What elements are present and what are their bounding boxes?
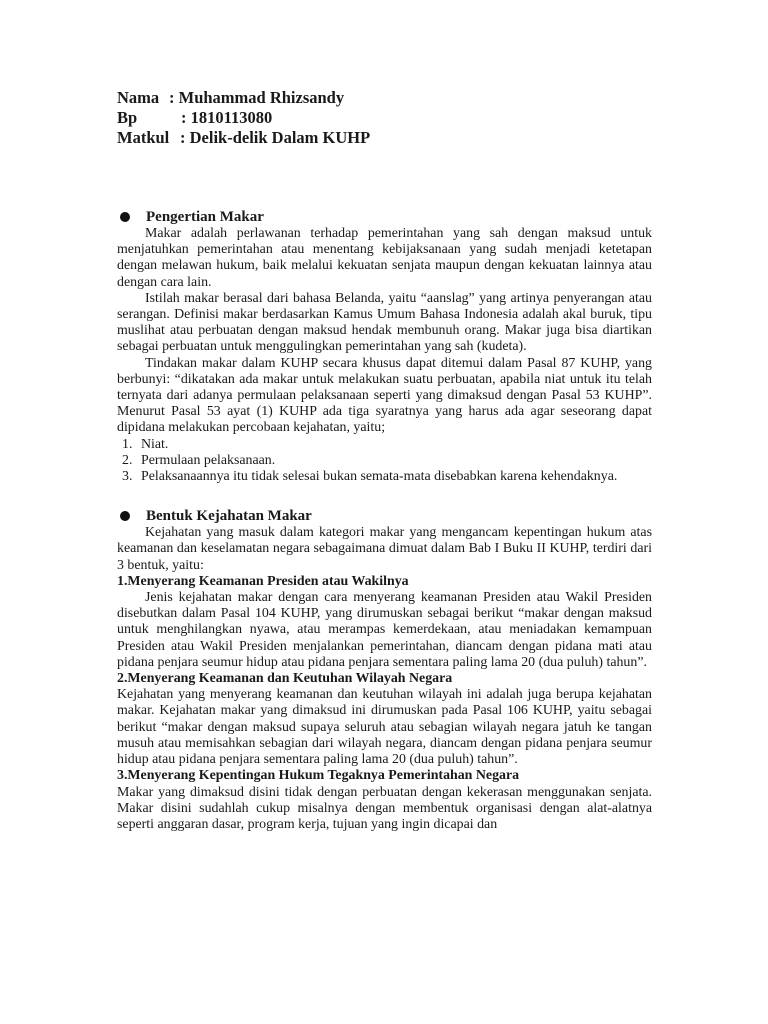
subheading: 3.Menyerang Kepentingan Hukum Tegaknya Pemerintahan Negara [117, 768, 520, 784]
document-body [117, 206, 652, 833]
name-row [117, 88, 370, 108]
requirements-list [117, 437, 652, 486]
section-heading-text: Bentuk Kejahatan Makar [146, 508, 312, 525]
list-number: 1. [122, 436, 133, 452]
bullet-icon [120, 511, 130, 521]
bp-value: : 1810113080 [181, 108, 273, 127]
section-heading-bentuk [120, 505, 652, 525]
paragraph: Istilah makar berasal dari bahasa Belanda, yaitu “aanslag” yang artinya penyerangan atau serangan. Definisi makar berdasarkan Kamus Umum Bahasa Indonesia adalah akal buruk, tipu muslihat atau perbuatan dengan maksud hendak membunuh orang. Makar juga bisa diartikan sebagai perbuatan untuk menggulingkan pemerintahan yang sah (kudeta). [117, 290, 652, 355]
section-heading-text: Pengertian Makar [146, 209, 264, 225]
bullet-icon [120, 212, 130, 222]
name-label: Nama [117, 88, 160, 107]
bp-label: Bp [117, 108, 138, 127]
list-text: Niat. [141, 436, 169, 452]
list-number: 2. [122, 452, 133, 468]
matkul-value: : Delik-delik Dalam KUHP [180, 128, 371, 147]
paragraph: Makar yang dimaksud disini tidak dengan perbuatan dengan kekerasan menggunakan senjata. Makar disini sudahlah cukup misalnya dengan membentuk organisasi dengan alat-alatnya seperti anggaran dasar, program kerja, tujuan yang ingin dicapai dan [117, 784, 652, 832]
matkul-label: Matkul [117, 128, 170, 147]
document-header [117, 88, 370, 148]
list-item [117, 453, 652, 469]
paragraph: Tindakan makar dalam KUHP secara khusus dapat ditemui dalam Pasal 87 KUHP, yang berbunyi: “dikatakan ada makar untuk melakukan suatu perbuatan, apabila niat untuk itu telah ternyata dari adanya permulaan pelaksanaan seperti yang dimaksud dengan Pasal 53 KUHP”. Menurut Pasal 53 ayat (1) KUHP ada tiga syaratnya yang harus ada agar seseorang dapat dipidana melakukan percobaan kejahatan, yaitu; [117, 355, 652, 436]
list-number: 3. [122, 469, 133, 485]
subheading: 1.Menyerang Keamanan Presiden atau Wakilnya [117, 573, 409, 589]
section-heading-pengertian [120, 206, 652, 226]
list-item [117, 469, 652, 485]
paragraph: Jenis kejahatan makar dengan cara menyerang keamanan Presiden atau Wakil Presiden disebutkan dalam Pasal 104 KUHP, yang dirumuskan sebagai berikut “makar dengan maksud untuk menghilangkan nyawa, atau merampas kemerdekaan, atau meniadakan kemampuan Presiden atau Wakil Presiden menjalankan pemerintahan, diancam dengan pidana mati atau pidana penjara seumur hidup atau pidana penjara sementara paling lama 20 (dua puluh) tahun”. [117, 590, 652, 670]
subheading: 2.Menyerang Keamanan dan Keutuhan Wilayah Negara [117, 671, 453, 687]
paragraph: Kejahatan yang menyerang keamanan dan keutuhan wilayah ini adalah juga berupa kejahatan makar. Kejahatan makar yang dimaksud ini dirumuskan pada Pasal 106 KUHP, yaitu sebagai berikut “makar dengan maksud supaya seluruh atau sebagian wilayah negara jatuh ke tangan musuh atau memisahkan sebagian dari wilayah negara, diancam dengan pidana penjara seumur hidup atau pidana penjara sementara paling lama 20 (dua puluh) tahun”. [117, 687, 652, 768]
matkul-row [117, 128, 370, 148]
list-text: Permulaan pelaksanaan. [141, 452, 276, 468]
list-item [117, 437, 652, 453]
bp-row [117, 108, 370, 128]
paragraph: Kejahatan yang masuk dalam kategori makar yang mengancam kepentingan hukum atas keamanan dan keselamatan negara sebagaimana dimuat dalam Bab I Buku II KUHP, terdiri dari 3 bentuk, yaitu: [117, 525, 652, 573]
name-value: : Muhammad Rhizsandy [169, 88, 345, 107]
list-text: Pelaksanaannya itu tidak selesai bukan semata-mata disebabkan karena kehendaknya. [141, 469, 618, 485]
paragraph: Makar adalah perlawanan terhadap pemerintahan yang sah dengan maksud untuk menjatuhkan pemerintahan atau menentang kebijaksanaan yang sudah menjadi ketetapan dengan melawan hukum, baik melalui kekuatan senjata maupun dengan kekuatan lainnya atau dengan cara lain. [117, 226, 652, 290]
